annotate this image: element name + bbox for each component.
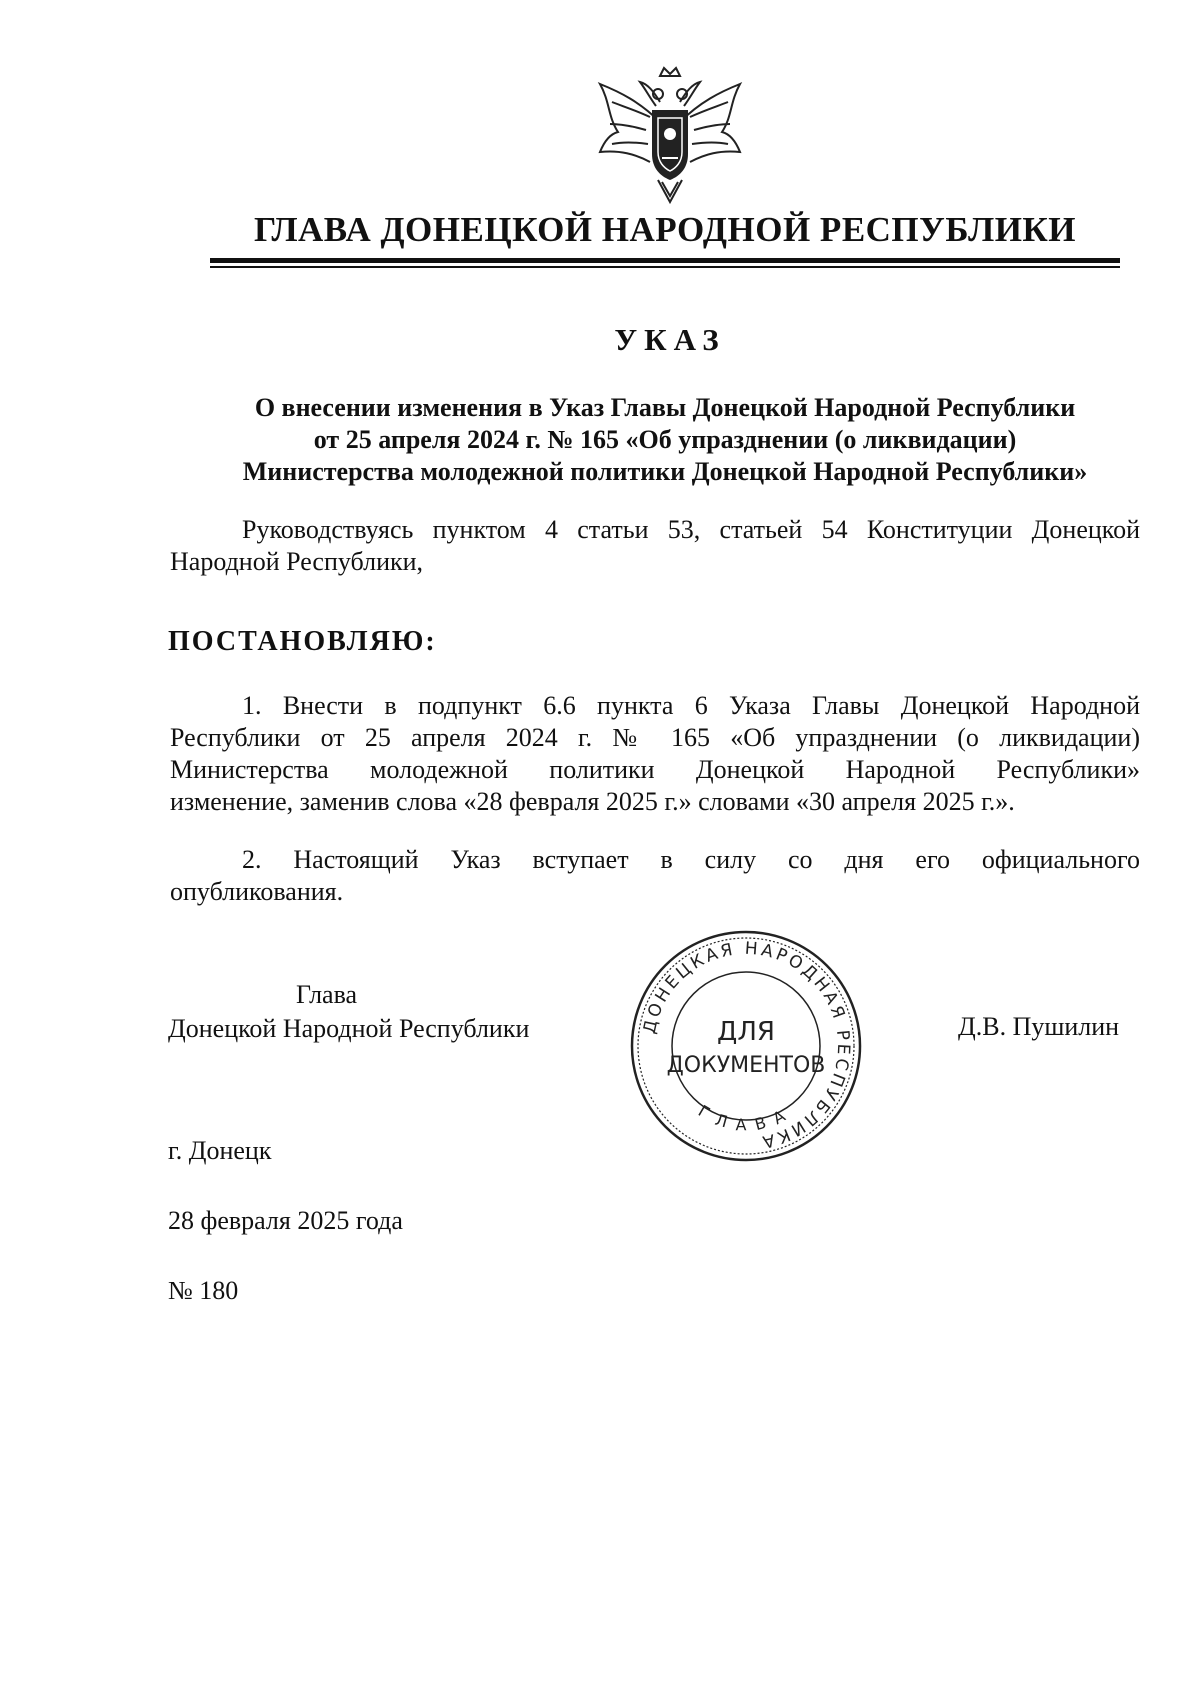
paragraph-line: 2. Настоящий Указ вступает в силу со дня его официального: [242, 845, 1140, 874]
paragraph-line: 1. Внести в подпункт 6.6 пункта 6 Указа Главы Донецкой Народной: [242, 691, 1140, 720]
signatory-name: Д.В. Пушилин: [958, 1012, 1120, 1041]
decree-number: № 180: [168, 1276, 239, 1305]
item-2-paragraph: [170, 844, 1140, 908]
paragraph-line: изменение, заменив слова «28 февраля 2025 г.» словами «30 апреля 2025 г.».: [170, 787, 1015, 816]
signatory-title: [168, 978, 529, 1046]
coat-of-arms-emblem: [590, 62, 750, 212]
issue-place: г. Донецк: [168, 1136, 272, 1165]
issue-date: 28 февраля 2025 года: [168, 1206, 403, 1235]
document-type-title: УКАЗ: [614, 322, 726, 357]
stamp-center-line: ДЛЯ: [717, 1017, 775, 1047]
organization-title: ГЛАВА ДОНЕЦКОЙ НАРОДНОЙ РЕСПУБЛИКИ: [253, 210, 1077, 249]
item-1-paragraph: [170, 690, 1140, 818]
subject-line: Министерства молодежной политики Донецкой Народной Республики»: [242, 457, 1088, 486]
subject-line: О внесении изменения в Указ Главы Донецкой Народной Республики: [254, 393, 1076, 422]
paragraph-line: Республики от 25 апреля 2024 г. № 165 «Об упразднении (о ликвидации): [170, 723, 1140, 752]
header-rule-thick: [210, 258, 1120, 263]
decree-subject: [170, 392, 1160, 488]
signatory-title-line: Донецкой Народной Республики: [168, 1014, 530, 1043]
paragraph-line: Руководствуясь пунктом 4 статьи 53, статьей 54 Конституции Донецкой: [242, 515, 1140, 544]
signatory-title-line: Глава: [296, 980, 358, 1009]
preamble-paragraph: [170, 514, 1140, 578]
header-rule-thin: [210, 266, 1120, 268]
paragraph-line: Народной Республики,: [170, 547, 424, 576]
decree-word: ПОСТАНОВЛЯЮ:: [168, 626, 437, 657]
paragraph-line: опубликования.: [170, 877, 344, 906]
stamp-bottom-text: ГЛАВА: [694, 1101, 798, 1135]
official-stamp: [628, 928, 864, 1164]
subject-line: от 25 апреля 2024 г. № 165 «Об упразднении (о ликвидации): [313, 425, 1017, 454]
stamp-center-line: ДОКУМЕНТОВ: [666, 1053, 826, 1078]
stamp-ring-text: ДОНЕЦКАЯ НАРОДНАЯ РЕСПУБЛИКА: [639, 938, 854, 1153]
paragraph-line: Министерства молодежной политики Донецкой Народной Республики»: [170, 755, 1140, 784]
